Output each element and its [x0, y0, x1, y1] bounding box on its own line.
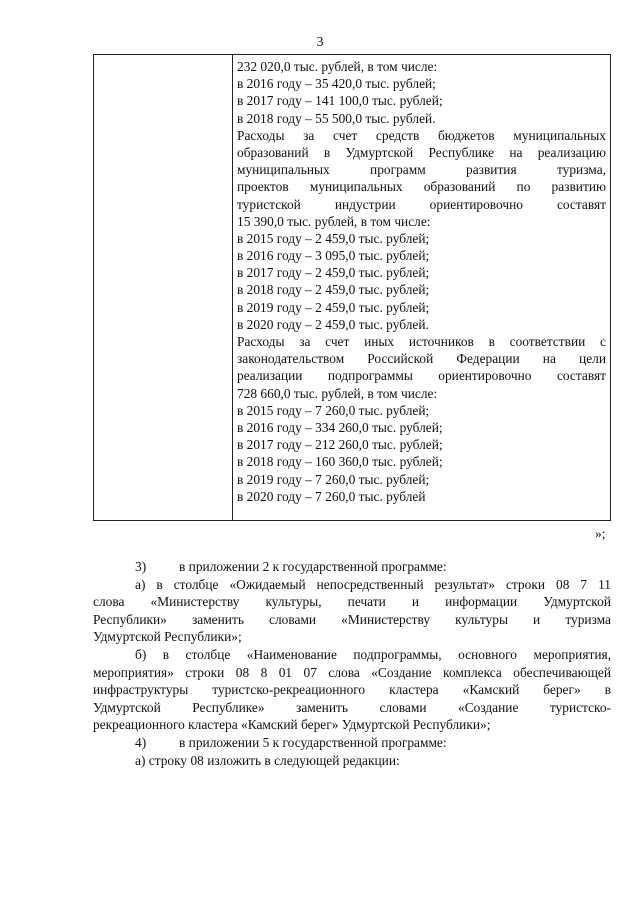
- paragraph-line: Республики» заменить словами «Министерству культуры и туризма: [93, 611, 611, 627]
- table-line: в 2016 году – 35 420,0 тыс. рублей;: [237, 76, 436, 92]
- item-3-number: 3): [135, 559, 147, 574]
- item-3-paragraph: [93, 558, 611, 576]
- paragraph-line: Удмуртской Республики»;: [93, 629, 242, 645]
- table-line: в 2017 году – 212 260,0 тыс. рублей;: [237, 437, 443, 453]
- table-line: 232 020,0 тыс. рублей, в том числе:: [237, 59, 438, 74]
- table-line: в 2018 году – 55 500,0 тыс. рублей.: [237, 110, 436, 126]
- table-line: в 2017 году – 141 100,0 тыс. рублей;: [237, 93, 443, 109]
- funding-table: [93, 54, 611, 521]
- item-4-number: 4): [135, 734, 147, 750]
- table-column-divider: [232, 55, 233, 520]
- page-number: 3: [316, 35, 324, 50]
- table-line: 728 660,0 тыс. рублей, в том числе:: [237, 385, 438, 401]
- table-line: в 2016 году – 3 095,0 тыс. рублей;: [237, 248, 430, 264]
- item-4-text: в приложении 5 к государственной программе:: [179, 734, 447, 750]
- paragraph-line: слова «Министерству культуры, печати и информации Удмуртской: [93, 594, 611, 610]
- paragraph-line: а) в столбце «Ожидаемый непосредственный результат» строки 08 7 11: [135, 576, 611, 592]
- table-line: туристской индустрии ориентировочно составят: [237, 196, 606, 212]
- table-line: в 2018 году – 2 459,0 тыс. рублей;: [237, 282, 430, 298]
- paragraph-line: а) строку 08 изложить в следующей редакции:: [135, 752, 400, 768]
- table-line: Расходы за счет иных источников в соответствии с: [237, 334, 606, 349]
- item-3-text: в приложении 2 к государственной программе:: [179, 559, 447, 574]
- table-line: законодательством Российской Федерации на цели: [237, 351, 606, 367]
- table-line: проектов муниципальных образований по развитию: [237, 179, 606, 195]
- amendment-text: [93, 558, 611, 769]
- table-line: муниципальных программ развития туризма,: [237, 162, 606, 178]
- table-line: образований в Удмуртской Республике на реализацию: [237, 144, 606, 160]
- table-line: Расходы за счет средств бюджетов муниципальных: [237, 127, 606, 143]
- closing-quote-mark: »;: [595, 526, 606, 541]
- table-line: в 2016 году – 334 260,0 тыс. рублей;: [237, 419, 443, 435]
- table-line: в 2020 году – 2 459,0 тыс. рублей.: [237, 316, 429, 332]
- table-line: в 2019 году – 7 260,0 тыс. рублей;: [237, 471, 430, 487]
- table-line: в 2018 году – 160 360,0 тыс. рублей;: [237, 454, 443, 470]
- table-line: 15 390,0 тыс. рублей, в том числе:: [237, 213, 431, 229]
- paragraph-line: инфраструктуры туристско-рекреационного кластера «Камский берег» в: [93, 682, 611, 698]
- table-line: в 2019 году – 2 459,0 тыс. рублей;: [237, 299, 430, 315]
- paragraph-line: мероприятия» строки 08 8 01 07 слова «Создание комплекса обеспечивающей: [93, 664, 611, 680]
- table-cell-funding-text: [237, 58, 606, 505]
- table-line: в 2020 году – 7 260,0 тыс. рублей: [237, 488, 426, 504]
- table-line: в 2015 году – 7 260,0 тыс. рублей;: [237, 402, 430, 418]
- item-4-paragraph: [93, 734, 611, 752]
- paragraph-line: Удмуртской Республике» заменить словами «Создание туристско-: [93, 699, 611, 715]
- table-line: реализации подпрограммы ориентировочно составят: [237, 368, 606, 384]
- paragraph-line: б) в столбце «Наименование подпрограммы, основного мероприятия,: [135, 646, 611, 662]
- table-line: в 2017 году – 2 459,0 тыс. рублей;: [237, 265, 430, 281]
- paragraph-line: рекреационного кластера «Камский берег» Удмуртской Республики»;: [93, 717, 491, 733]
- table-line: в 2015 году – 2 459,0 тыс. рублей;: [237, 230, 430, 246]
